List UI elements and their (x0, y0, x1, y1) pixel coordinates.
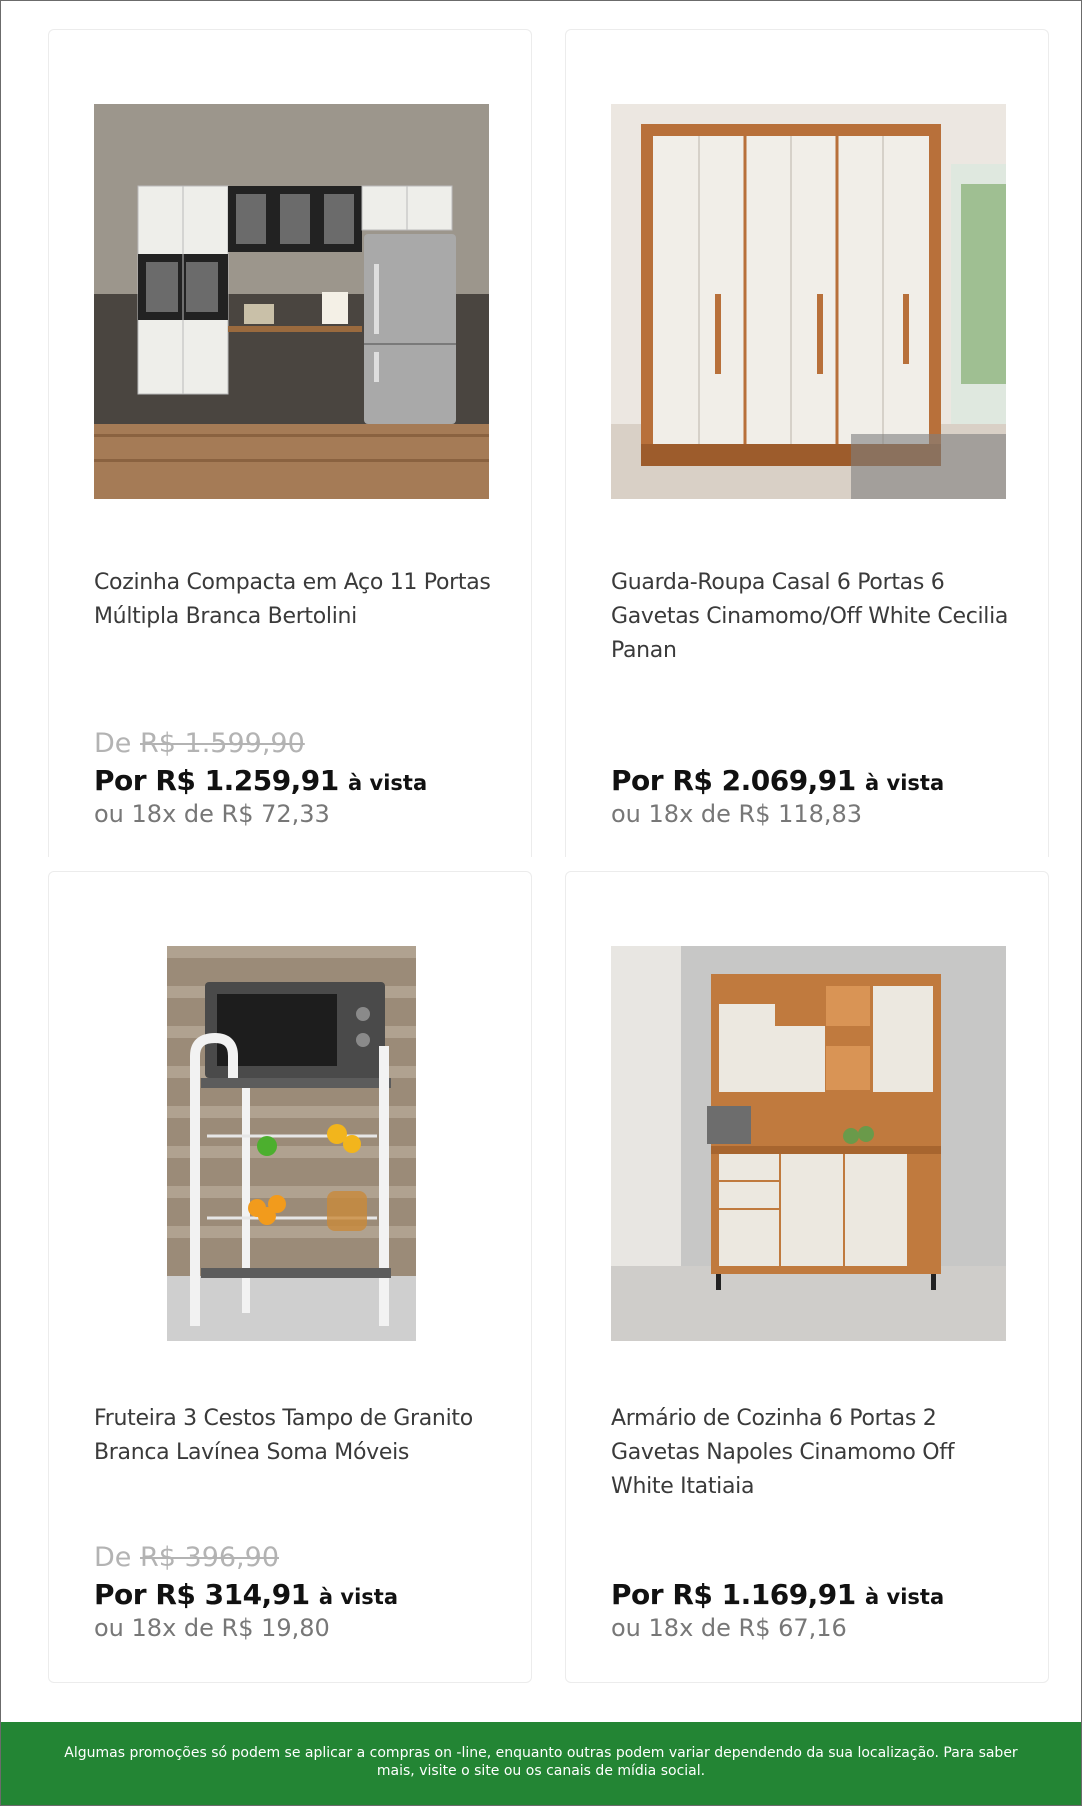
product-title[interactable]: Armário de Cozinha 6 Portas 2 Gavetas Napoles Cinamomo Off White Itatiaia (611, 1406, 955, 1499)
product-image-kitchen-compact[interactable] (94, 104, 489, 499)
product-card-wardrobe[interactable] (565, 29, 1049, 857)
product-card-kitchen-cabinet[interactable] (565, 871, 1049, 1683)
old-price (94, 728, 305, 759)
product-title[interactable]: Fruteira 3 Cestos Tampo de Granito Branca Lavínea Soma Móveis (94, 1406, 473, 1465)
installments: ou 18x de R$ 67,16 (611, 1614, 847, 1642)
product-image-kitchen-cabinet[interactable] (611, 946, 1006, 1341)
old-price-value: R$ 1.599,90 (140, 728, 305, 759)
sale-price-value: Por R$ 1.169,91 (611, 1578, 856, 1611)
old-price-prefix: De (94, 728, 132, 759)
installments: ou 18x de R$ 19,80 (94, 1614, 330, 1642)
sale-price-value: Por R$ 1.259,91 (94, 764, 339, 797)
sale-price (611, 764, 944, 797)
sale-price-value: Por R$ 314,91 (94, 1578, 310, 1611)
sale-price-suffix: à vista (865, 771, 945, 795)
sale-price-suffix: à vista (865, 1585, 945, 1609)
sale-price (94, 764, 427, 797)
product-image-fruit-stand[interactable] (167, 946, 416, 1341)
old-price-prefix: De (94, 1542, 132, 1573)
sale-price-value: Por R$ 2.069,91 (611, 764, 856, 797)
sale-price (94, 1578, 398, 1611)
disclaimer-footer (1, 1722, 1081, 1805)
sale-price-suffix: à vista (348, 771, 428, 795)
product-title[interactable]: Guarda-Roupa Casal 6 Portas 6 Gavetas Cinamomo/Off White Cecilia Panan (611, 570, 1009, 663)
disclaimer-text: Algumas promoções só podem se aplicar a compras on -line, enquanto outras podem variar dependendo da sua localização. Para saber mais, visite o site ou os canais de mídia social. (64, 1745, 1018, 1779)
installments: ou 18x de R$ 118,83 (611, 800, 863, 828)
old-price (94, 1542, 279, 1573)
product-card-kitchen-compact[interactable] (48, 29, 532, 857)
product-image-wardrobe[interactable] (611, 104, 1006, 499)
installments: ou 18x de R$ 72,33 (94, 800, 330, 828)
old-price-value: R$ 396,90 (140, 1542, 279, 1573)
sale-price-suffix: à vista (318, 1585, 398, 1609)
product-card-fruit-stand[interactable] (48, 871, 532, 1683)
product-title[interactable]: Cozinha Compacta em Aço 11 Portas Múltipla Branca Bertolini (94, 570, 491, 629)
sale-price (611, 1578, 944, 1611)
